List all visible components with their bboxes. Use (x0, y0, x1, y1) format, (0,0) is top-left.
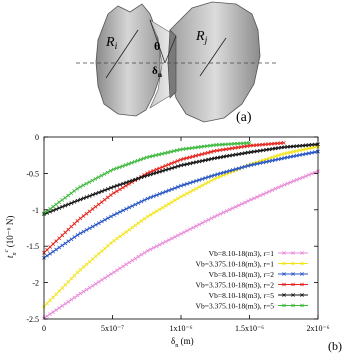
data-point (76, 294, 79, 297)
data-point (112, 239, 115, 242)
legend-label: Vb=8.10-18(m3), r=5 (208, 291, 274, 300)
data-point (82, 290, 85, 293)
data-point (137, 222, 140, 225)
data-point (158, 208, 161, 211)
data-point (124, 184, 127, 187)
panel-a-diagram (0, 0, 349, 130)
label-ri: $R_i$ (106, 35, 118, 52)
data-point (122, 265, 125, 268)
x-tick-label: 5x10⁻⁷ (100, 324, 125, 333)
data-point (94, 255, 97, 258)
data-point (48, 299, 51, 302)
data-point (125, 263, 128, 266)
series-1 (42, 170, 319, 320)
data-point (61, 244, 64, 247)
contact-plane (168, 30, 176, 98)
data-point (45, 315, 48, 318)
data-point (122, 233, 125, 236)
panel-a-caption: (a) (236, 110, 252, 125)
y-tick-label: -2 (32, 278, 39, 288)
label-theta: θ (154, 39, 161, 53)
data-point (118, 188, 121, 191)
data-point (70, 298, 73, 301)
data-point (64, 283, 67, 286)
data-point (176, 197, 179, 200)
data-point (149, 213, 152, 216)
panel-b-caption: (b) (328, 339, 342, 353)
data-point (85, 288, 88, 291)
data-point (103, 247, 106, 250)
data-point (97, 203, 100, 206)
y-tick-label: -1 (32, 205, 39, 215)
data-point (125, 230, 128, 233)
data-point (82, 214, 85, 217)
data-point (58, 246, 61, 249)
data-point (64, 242, 67, 245)
data-point (109, 273, 112, 276)
y-tick-label: -0.5 (26, 169, 39, 179)
data-point (85, 263, 88, 266)
data-point (161, 206, 164, 209)
plot-frame (44, 137, 318, 319)
data-point (100, 278, 103, 281)
data-point (79, 217, 82, 220)
x-tick-label: 2x10⁻⁶ (306, 324, 330, 333)
legend-label: Vb=3.375.10-18(m3), r=5 (195, 301, 274, 311)
data-point (45, 302, 48, 305)
data-point (143, 217, 146, 220)
data-point (79, 268, 82, 271)
x-tick-label: 1.5x10⁻⁶ (234, 324, 265, 333)
data-point (52, 310, 55, 313)
series-2 (42, 145, 319, 308)
data-point (82, 265, 85, 268)
data-point (55, 293, 58, 296)
data-point (143, 251, 146, 254)
data-point (52, 242, 55, 245)
x-tick-label: 0 (42, 324, 46, 333)
data-point (100, 200, 103, 203)
data-point (55, 308, 58, 311)
data-point (131, 226, 134, 229)
data-point (45, 248, 48, 251)
data-point (48, 313, 51, 316)
data-point (140, 253, 143, 256)
series-6 (42, 141, 251, 215)
data-point (128, 228, 131, 231)
data-point (61, 234, 64, 237)
data-point (76, 219, 79, 222)
data-point (88, 210, 91, 213)
data-point (94, 205, 97, 208)
data-point (48, 245, 51, 248)
legend-label: Vb=3.375.10-18(m3), r=1 (195, 259, 274, 269)
data-point (73, 222, 76, 225)
data-point (55, 248, 58, 251)
data-point (137, 255, 140, 258)
data-point (173, 199, 176, 202)
data-point (91, 284, 94, 287)
data-point (70, 238, 73, 241)
data-point (106, 274, 109, 277)
data-point (97, 280, 100, 283)
legend-label: Vb=8.10-18(m3), r=1 (208, 249, 274, 258)
data-point (128, 261, 131, 264)
legend-label: Vb=8.10-18(m3), r=2 (208, 270, 274, 279)
series-5 (42, 143, 319, 216)
label-rj: $R_j$ (196, 29, 208, 46)
data-point (70, 225, 73, 228)
data-point (58, 201, 61, 204)
data-point (67, 228, 70, 231)
y-axis-label: $t_n^c$ (10⁻⁶ N) (3, 215, 18, 258)
data-point (61, 286, 64, 289)
data-point (131, 259, 134, 262)
data-point (58, 237, 61, 240)
data-point (112, 191, 115, 194)
data-point (119, 267, 122, 270)
data-point (58, 289, 61, 292)
legend-label: Vb=3.375.10-18(m3), r=2 (195, 280, 274, 290)
data-point (52, 250, 55, 253)
data-point (45, 254, 48, 257)
data-point (67, 240, 70, 243)
x-tick-label: 1x10⁻⁶ (169, 324, 193, 333)
panel-b-chart (0, 130, 349, 354)
data-point (61, 304, 64, 307)
data-point (70, 277, 73, 280)
data-point (76, 233, 79, 236)
data-point (100, 250, 103, 253)
y-tick-label: 0 (35, 133, 39, 142)
data-point (76, 271, 79, 274)
data-point (134, 224, 137, 227)
data-point (167, 202, 170, 205)
data-point (106, 244, 109, 247)
y-tick-label: -1.5 (26, 242, 39, 252)
data-point (155, 210, 158, 213)
data-point (115, 269, 118, 272)
data-point (73, 296, 76, 299)
data-point (64, 231, 67, 234)
data-point (97, 252, 100, 255)
series-line (44, 152, 318, 258)
series-3 (42, 150, 319, 259)
data-point (55, 240, 58, 243)
data-point (64, 196, 67, 199)
data-point (106, 196, 109, 199)
data-point (152, 211, 155, 214)
data-point (119, 235, 122, 238)
data-point (109, 242, 112, 245)
data-point (170, 201, 173, 204)
data-point (134, 257, 137, 260)
series-line (44, 143, 284, 253)
data-point (48, 207, 51, 210)
data-point (51, 205, 54, 208)
data-point (115, 190, 118, 193)
label-delta: $\delta_n$ (152, 65, 162, 79)
series-4 (42, 141, 285, 254)
data-point (76, 187, 79, 190)
data-point (103, 276, 106, 279)
data-point (88, 286, 91, 289)
data-point (73, 236, 76, 239)
data-point (58, 306, 61, 309)
data-point (146, 215, 149, 218)
data-point (85, 212, 88, 215)
data-point (70, 192, 73, 195)
data-point (61, 198, 64, 201)
data-point (164, 204, 167, 207)
data-point (54, 203, 57, 206)
data-point (73, 189, 76, 192)
data-point (67, 280, 70, 283)
data-point (73, 274, 76, 277)
data-point (115, 237, 118, 240)
data-point (109, 194, 112, 197)
data-point (79, 292, 82, 295)
series-line (44, 146, 318, 306)
data-point (140, 219, 143, 222)
series-line (44, 143, 250, 214)
x-axis-label: $\delta_n$ (m) (171, 336, 194, 349)
data-point (121, 186, 124, 189)
data-point (67, 300, 70, 303)
data-point (112, 271, 115, 274)
data-point (67, 194, 70, 197)
series-line (44, 171, 318, 318)
data-point (103, 198, 106, 201)
y-tick-label: -2.5 (26, 315, 39, 324)
right-grain (170, 2, 260, 122)
data-point (48, 252, 51, 255)
data-point (52, 296, 55, 299)
data-point (91, 207, 94, 210)
data-point (64, 302, 67, 305)
data-point (91, 257, 94, 260)
data-point (88, 260, 91, 263)
data-point (94, 282, 97, 285)
